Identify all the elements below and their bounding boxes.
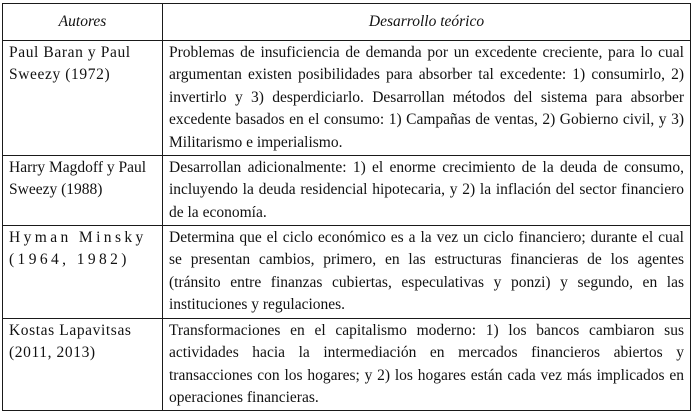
table-row bbox=[3, 226, 691, 319]
header-authors: Autores bbox=[3, 4, 163, 41]
author-cell: Hyman Minsky (1964, 1982) bbox=[3, 226, 163, 319]
table-row bbox=[3, 319, 691, 411]
development-cell: Problemas de insuficiencia de demanda por un excedente creciente, para lo cual argumentan existen posibilidades para absorber tal excedente: 1) consumirlo, 2) invertirlo y 3) desperdiciarlo. Desarrollan métodos del sistema para absorber excedente basados en el consumo: 1) Campañas de ventas, 2) Gobierno civil, y 3) Militarismo e imperialismo. bbox=[163, 41, 691, 156]
table-row bbox=[3, 156, 691, 226]
table-header-row bbox=[3, 4, 691, 41]
development-cell: Transformaciones en el capitalismo moderno: 1) los bancos cambiaron sus actividades hacia la intermediación en mercados financieros abiertos y transacciones con los hogares; y 2) los hogares están cada vez más implicados en operaciones financieras. bbox=[163, 319, 691, 411]
table-row bbox=[3, 41, 691, 156]
header-development: Desarrollo teórico bbox=[163, 4, 691, 41]
author-cell: Kostas Lapavitsas (2011, 2013) bbox=[3, 319, 163, 411]
author-cell: Harry Magdoff y Paul Sweezy (1988) bbox=[3, 156, 163, 226]
development-cell: Determina que el ciclo económico es a la vez un ciclo financiero; durante el cual se presentan cambios, primero, en las estructuras financieras de los agentes (tránsito entre finanzas cubiertas, especulativas y ponzi) y segundo, en las instituciones y regulaciones. bbox=[163, 226, 691, 319]
author-cell: Paul Baran y Paul Sweezy (1972) bbox=[3, 41, 163, 156]
authors-theory-table bbox=[2, 3, 691, 411]
development-cell: Desarrollan adicionalmente: 1) el enorme crecimiento de la deuda de consumo, incluyendo la deuda residencial hipotecaria, y 2) la inflación del sector financiero de la economía. bbox=[163, 156, 691, 226]
